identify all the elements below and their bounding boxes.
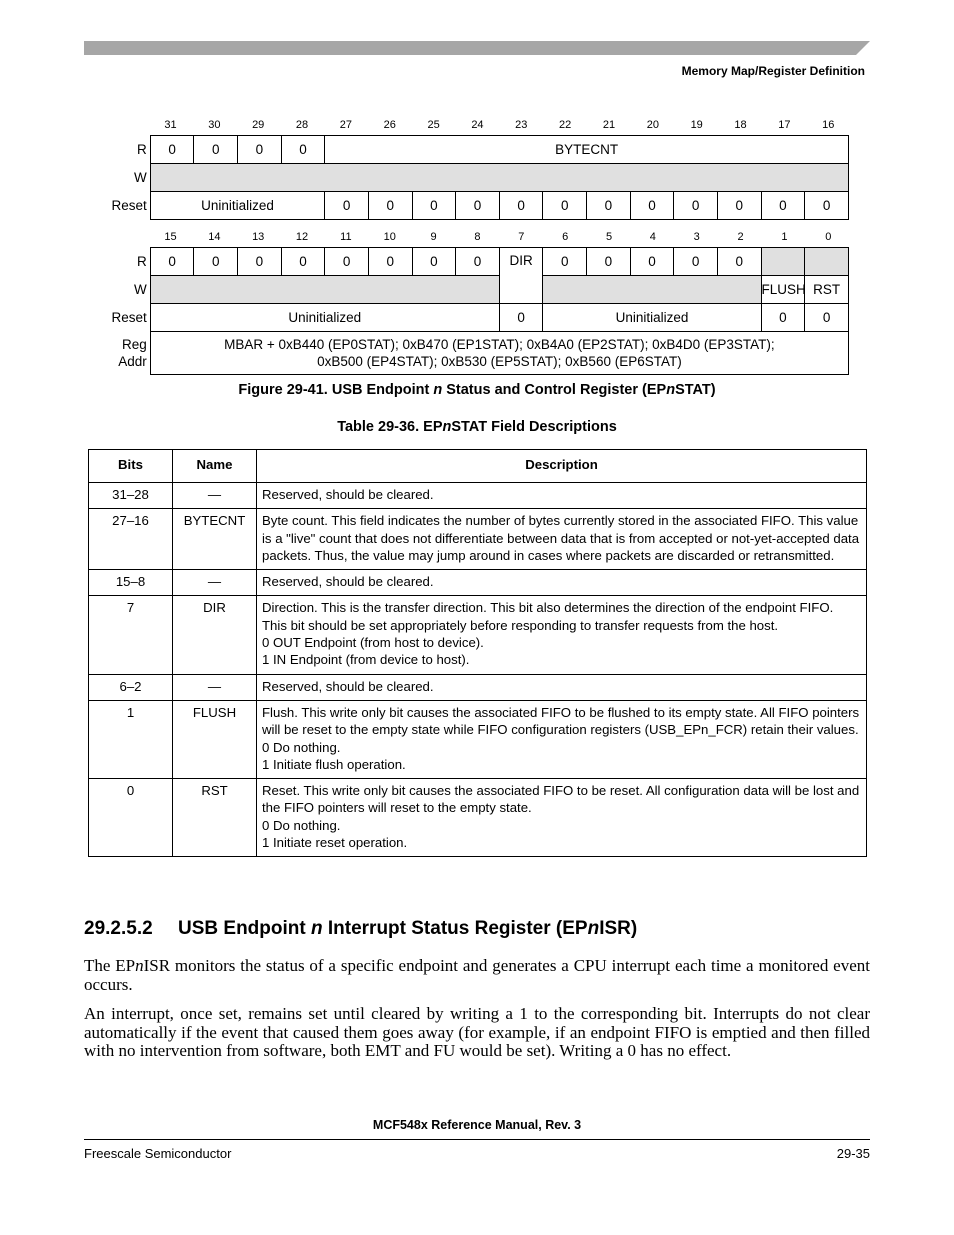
cell-description: [257, 700, 867, 778]
cell-description: [257, 570, 867, 596]
column-header-description: Description: [257, 450, 867, 483]
description-line: Byte count. This field indicates the number of bytes currently stored in the associated FIFO. This value is a "live" count that does not differentiate between data that is from accepted or not-yet-accepted data packets. Thus, the value may jump around in cases where packets are discarded or retransmitted.: [262, 513, 860, 563]
row-label-reset: Reset: [111, 198, 147, 213]
bit-number: 17: [778, 119, 791, 131]
cell-bits: 0: [89, 779, 173, 857]
bit-30-r: 0: [194, 136, 238, 164]
bit-number: 10: [383, 231, 396, 243]
table-row: [89, 483, 867, 509]
bit-1-r: [761, 248, 805, 276]
reset-uninitialized-15-8: Uninitialized: [150, 304, 499, 332]
row-label-w: W: [134, 170, 147, 185]
bit-15-r: 0: [150, 248, 194, 276]
cell-name: —: [173, 483, 257, 509]
footer-page-number: 29-35: [836, 1146, 870, 1161]
section-heading: 29.2.5.2 USB Endpoint n Interrupt Status Register (EPnISR): [84, 918, 638, 939]
rst-field: RST: [805, 276, 849, 304]
field-description-table: [88, 449, 867, 857]
cell-description: [257, 596, 867, 674]
bit-number: 19: [690, 119, 703, 131]
footer-manual-title: MCF548x Reference Manual, Rev. 3: [372, 1118, 582, 1132]
description-line: 0 Do nothing.: [262, 817, 341, 833]
bit-10-r: 0: [368, 248, 412, 276]
bit-number: 30: [208, 119, 221, 131]
description-line: Reserved, should be cleared.: [262, 487, 434, 502]
row-label-r: R: [137, 254, 147, 269]
reset-bit-1: 0: [761, 304, 805, 332]
bit-number: 0: [825, 231, 832, 243]
bit-number: 26: [383, 119, 396, 131]
table-row: [89, 596, 867, 674]
bit-14-r: 0: [194, 248, 238, 276]
flush-field: FLUSH: [761, 276, 805, 304]
figure-caption: Figure 29-41. USB Endpoint n Status and Control Register (EPnSTAT): [238, 382, 716, 398]
bit-2-r: 0: [717, 248, 761, 276]
bit-number: 18: [734, 119, 747, 131]
write-row-upper: [150, 164, 848, 192]
cell-description: [257, 483, 867, 509]
reset-bit-26: 0: [368, 192, 412, 220]
reset-bit-23: 0: [499, 192, 543, 220]
bit-number: 16: [822, 119, 835, 131]
write-row-bits-6-2: [543, 276, 761, 304]
table-row: [89, 700, 867, 778]
bit-number: 5: [605, 231, 613, 243]
reset-bit-19: 0: [674, 192, 718, 220]
reset-bit-20: 0: [630, 192, 674, 220]
bit-number: 21: [602, 119, 616, 131]
reset-bit-17: 0: [761, 192, 805, 220]
table-caption: Table 29-36. EPnSTAT Field Descriptions: [337, 419, 617, 435]
description-line: Direction. This is the transfer direction. This bit also determines the direction of the endpoint FIFO. This bit should be set appropriately before responding to transfer requests from the host.: [262, 600, 834, 633]
register-address: MBAR + 0xB440 (EP0STAT); 0xB470 (EP1STAT); 0xB4A0 (EP2STAT); 0xB4D0 (EP3STAT); 0xB500 (EP4STAT); 0xB530 (EP5STAT); 0xB560 (EP6STAT): [150, 332, 848, 375]
bit-number: 24: [471, 119, 484, 131]
reset-bit-7: 0: [499, 304, 543, 332]
cell-description: [257, 509, 867, 570]
bit-number: 8: [474, 231, 481, 243]
bit-number: 9: [430, 231, 437, 243]
bit-number: 1: [781, 231, 788, 243]
bit-12-r: 0: [281, 248, 325, 276]
bit-number: 11: [340, 231, 352, 243]
table-row: [89, 674, 867, 700]
reset-bit-27: 0: [325, 192, 369, 220]
cell-bits: 6–2: [89, 674, 173, 700]
cell-bits: 15–8: [89, 570, 173, 596]
description-line: Flush. This write only bit causes the associated FIFO to be flushed to its empty state. All FIFO pointers will be reset to the empty state while FIFO configuration registers (USB_EPn_FCR) retain their values.: [262, 704, 860, 738]
reset-bit-22: 0: [543, 192, 587, 220]
bit-number: 29: [252, 119, 265, 131]
description-line: Reserved, should be cleared.: [262, 678, 434, 694]
bit-number: 13: [252, 231, 265, 243]
bit-0-r: [805, 248, 849, 276]
cell-description: [257, 779, 867, 857]
description-line: 1 IN Endpoint (from device to host).: [262, 652, 470, 668]
cell-name: RST: [173, 779, 257, 857]
bit-number: 6: [562, 231, 569, 243]
cell-name: DIR: [173, 596, 257, 674]
bit-3-r: 0: [674, 248, 718, 276]
register-diagram-upper: [100, 135, 849, 220]
running-header: Memory Map/Register Definition: [681, 64, 865, 78]
reset-bit-21: 0: [587, 192, 631, 220]
cell-bits: 1: [89, 700, 173, 778]
row-label-reset: Reset: [111, 310, 147, 325]
bit-8-r: 0: [456, 248, 500, 276]
footer-rule: [84, 1139, 870, 1140]
bit-number: 2: [737, 231, 744, 243]
description-line: 1 Initiate flush operation.: [262, 756, 406, 772]
header-bar: [84, 41, 870, 55]
bit-number: 28: [295, 119, 309, 131]
bit-28-r: 0: [281, 136, 325, 164]
paragraph-1: The EPnISR monitors the status of a specific endpoint and generates a CPU interrupt each time a monitored event occurs.: [84, 956, 870, 994]
bit-9-r: 0: [412, 248, 456, 276]
bit-11-r: 0: [325, 248, 369, 276]
table-row: [89, 779, 867, 857]
bit-number: 14: [208, 231, 221, 243]
cell-name: BYTECNT: [173, 509, 257, 570]
column-header-name: Name: [173, 450, 257, 483]
bit-number: 15: [164, 231, 177, 243]
bit-number: 3: [693, 231, 700, 243]
dir-field: DIR: [499, 248, 543, 304]
cell-name: —: [173, 570, 257, 596]
description-line: 0 Do nothing.: [262, 739, 341, 755]
bytecnt-field: BYTECNT: [325, 136, 849, 164]
bit-13-r: 0: [238, 248, 282, 276]
bit-6-r: 0: [543, 248, 587, 276]
bit-number: 12: [295, 231, 309, 243]
bit-number: 23: [515, 119, 528, 131]
register-diagram-lower: [100, 247, 849, 375]
row-label-reg-addr: Reg Addr: [118, 337, 147, 369]
reset-bit-24: 0: [456, 192, 500, 220]
description-line: 0 OUT Endpoint (from host to device).: [262, 635, 484, 651]
reset-bit-25: 0: [412, 192, 456, 220]
cell-name: FLUSH: [173, 700, 257, 778]
paragraph-2: An interrupt, once set, remains set until cleared by writing a 1 to the corresponding bit. Interrupts do not clear automatically if the event that caused them goes away (for example, if an endpoint FIFO is emptied and then filled with no intervention from software, both EMT and FU would be set). Writing a 0 has no effect.: [84, 1004, 870, 1060]
reset-bit-0: 0: [805, 304, 849, 332]
row-label-w: W: [134, 282, 147, 297]
bit-number: 25: [427, 119, 440, 131]
bit-number: 7: [518, 231, 525, 243]
cell-bits: 27–16: [89, 509, 173, 570]
row-label-r: R: [137, 142, 147, 157]
bit-number: 31: [164, 119, 177, 131]
description-line: 1 Initiate reset operation.: [262, 835, 408, 851]
table-row: [89, 509, 867, 570]
reset-bit-18: 0: [717, 192, 761, 220]
cell-name: —: [173, 674, 257, 700]
description-line: Reserved, should be cleared.: [262, 574, 434, 590]
bit-number: 20: [646, 119, 659, 131]
bit-29-r: 0: [238, 136, 282, 164]
write-row-bits-15-8: [150, 276, 499, 304]
bit-4-r: 0: [630, 248, 674, 276]
bit-31-r: 0: [150, 136, 194, 164]
bit-number: 4: [649, 231, 656, 243]
cell-description: [257, 674, 867, 700]
bit-numbers-upper: [0, 119, 954, 133]
bit-number: 22: [559, 119, 572, 131]
footer-company: Freescale Semiconductor: [84, 1146, 232, 1161]
bit-5-r: 0: [587, 248, 631, 276]
bit-numbers-lower: [0, 231, 954, 245]
cell-bits: 7: [89, 596, 173, 674]
bit-number: 27: [339, 119, 353, 131]
table-row: [89, 570, 867, 596]
description-line: Reset. This write only bit causes the associated FIFO to be reset. All configuration data will be lost and the FIFO pointers will reset to the empty state.: [262, 783, 860, 816]
column-header-bits: Bits: [89, 450, 173, 483]
reset-uninitialized-upper: Uninitialized: [150, 192, 325, 220]
reset-bit-16: 0: [805, 192, 849, 220]
reset-uninitialized-6-2: Uninitialized: [543, 304, 761, 332]
cell-bits: 31–28: [89, 483, 173, 509]
